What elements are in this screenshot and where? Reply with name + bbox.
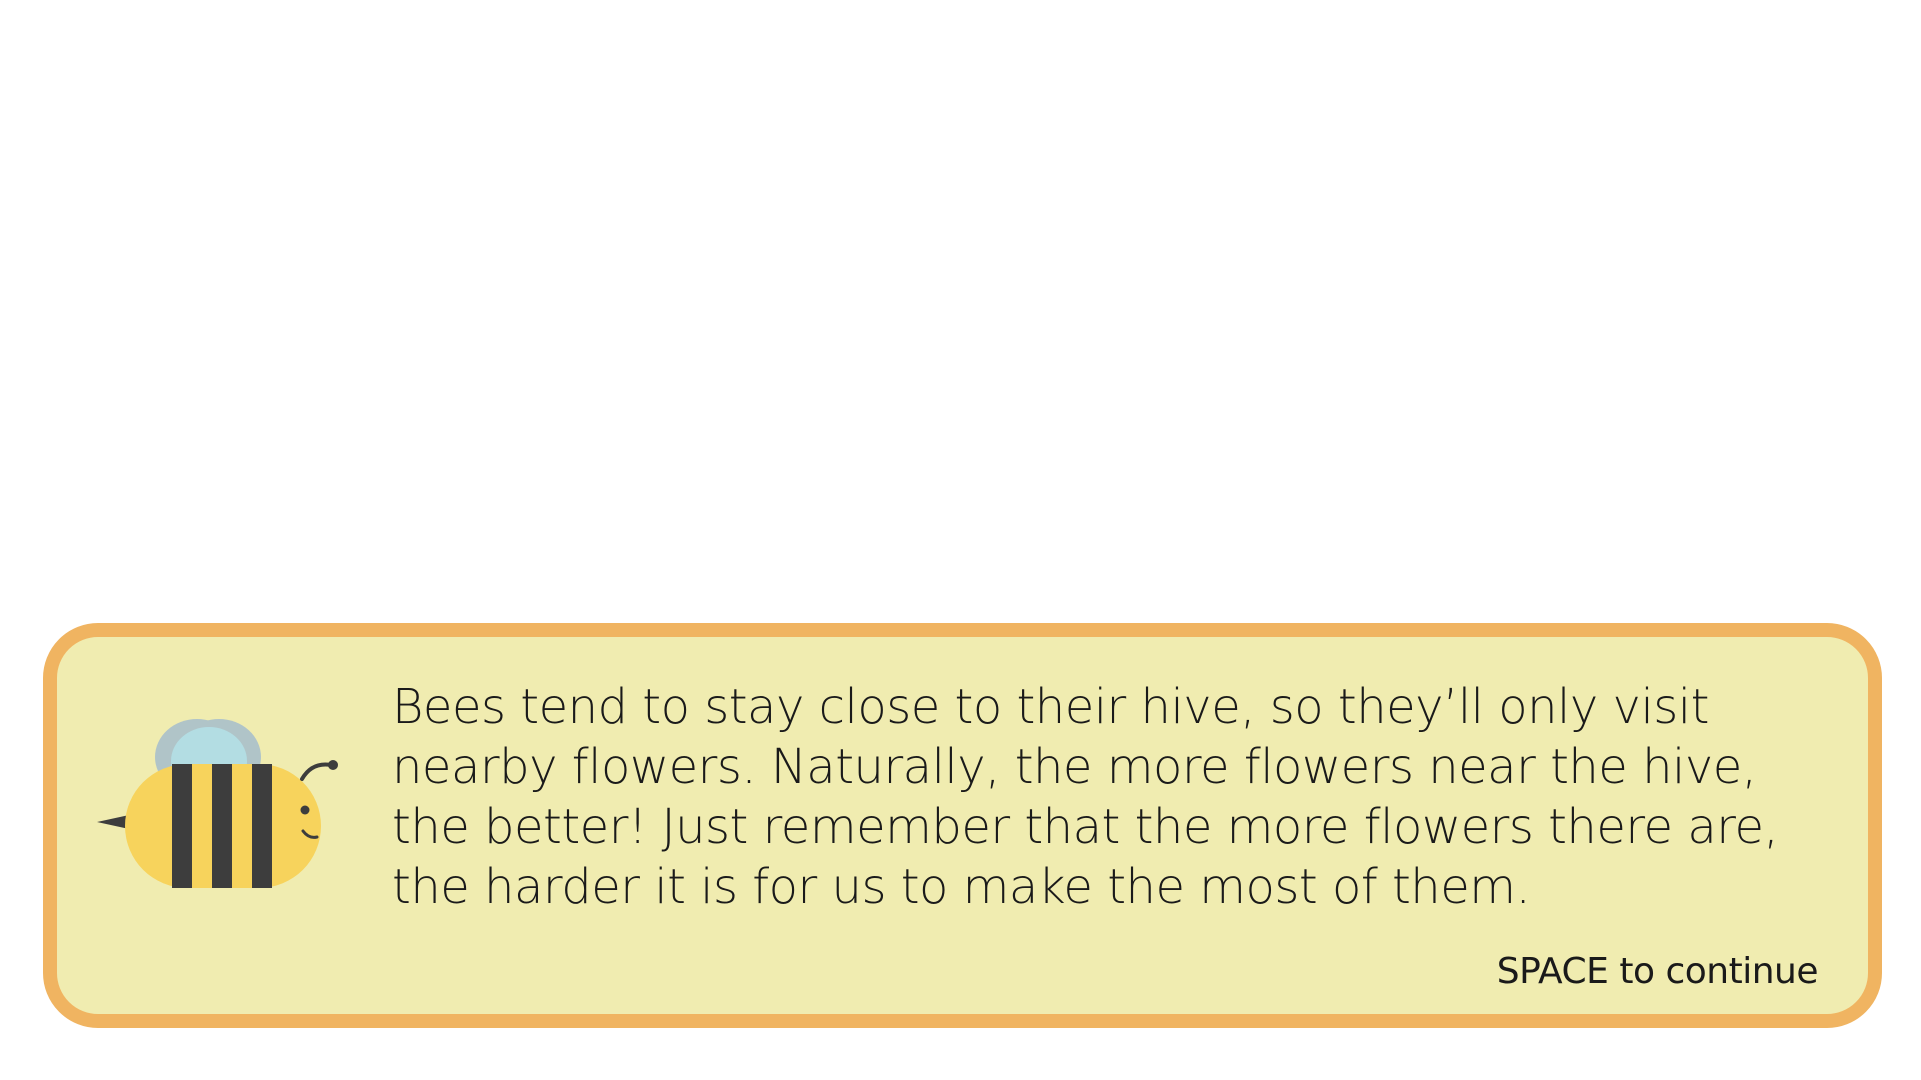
dialog-box bbox=[43, 623, 1882, 1028]
bee-antenna bbox=[302, 765, 331, 779]
continue-prompt[interactable]: SPACE to continue bbox=[1496, 951, 1818, 992]
bee-eye bbox=[301, 806, 310, 815]
bee-antenna-tip bbox=[328, 760, 338, 770]
bee-stripe bbox=[212, 764, 232, 888]
dialog-message: Bees tend to stay close to their hive, so they’ll only visit nearby flowers. Naturally, the more flowers near the hive, the better! Just remember that the more flowers there are, the harder it is for us to make the most of them. bbox=[392, 679, 1779, 915]
bee-stinger bbox=[97, 815, 129, 829]
bee-icon bbox=[97, 707, 347, 907]
bee-stripe bbox=[252, 764, 272, 888]
bee-stripe bbox=[172, 764, 192, 888]
